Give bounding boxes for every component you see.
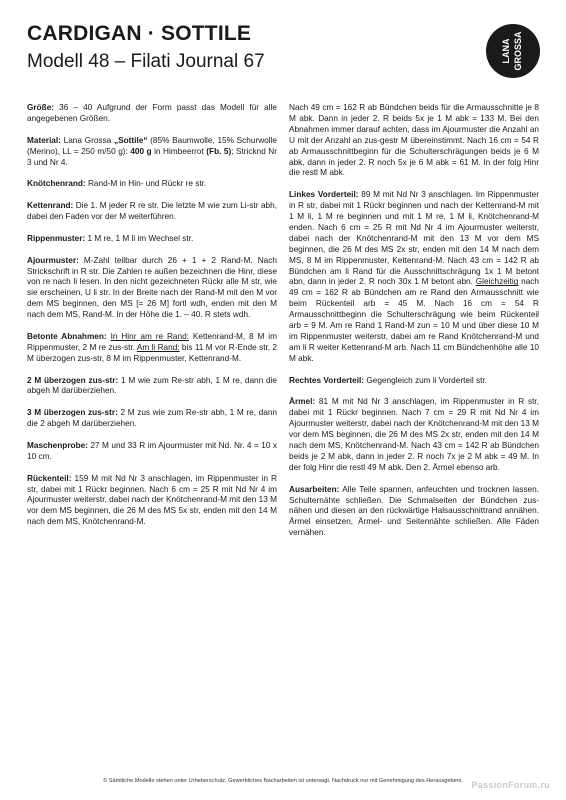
rechtes-vorderteil-paragraph: Rechtes Vorderteil: Gegengleich zum li Vorderteil str.	[289, 375, 487, 385]
betonte-abnahmen-paragraph: Betonte Abnahmen: In Hinr am re Rand: Kettenrand-M, 8 M im Rippenmuster, 2 M re zus-str. Am li Rand: bis 11 M vor R-Ende str, 2 M überzogen zus-str, 8 M im Rippenmuster, Kettenrand-M.	[27, 331, 277, 363]
material-label: Material:	[27, 135, 61, 145]
lana-grossa-logo	[484, 22, 542, 80]
copyright-footer: © Sämtliche Modelle stehen unter Urheberschutz. Gewerbliches Nacharbeiten ist untersagt. Nachdruck nur mit Genehmigung des Herausgebers.	[103, 778, 463, 784]
ausarbeiten-paragraph: Ausarbeiten: Alle Teile spannen, anfeuchten und trocknen lassen. Schulternähte schließen. Die Schmalseiten der Bündchen zus-nähen und diesen an den rückwärtige Halsausschnittrand annähen. Ärmel einsetzen, Ärmel- und Seitennähte schließen. Alle Fäden vernähen.	[289, 484, 539, 538]
material-paragraph: Material: Lana Grossa „Sottile“ (85% Baumwolle, 15% Schurwolle (Merino), LL = 250 m/50 g): 400 g in Himbeerrot (Fb. 5); Stricknd Nr 3 und Nr 4.	[27, 135, 278, 167]
logo-text-lana: LANA	[501, 38, 511, 64]
left-column	[27, 103, 277, 539]
rueckenteil-continued-paragraph: Nach 49 cm = 162 R ab Bündchen beids für die Armausschnitte je 8 M abk. Dann in jeder 2. R beids 5x je 1 M abk = 133 M. Bei den Abnahmen immer darauf achten, dass im Ajourmuster die Anzahl an U mit der Anzahl an zus-gestr M übereinstimmt. Nach 16 cm = 54 R ab Armausschnittbeginn für die Schulterschrägungen beids je 6 M abk, dann in jeder 2. R noch 5x je 6 M abk = 61 M. In der folg Hinr die restl M abk.	[289, 103, 539, 178]
knoetchenrand-paragraph: Knötchenrand: Rand-M in Hin- und Rückr re str.	[27, 179, 207, 189]
maschenprobe-paragraph: Maschenprobe: 27 M und 33 R im Ajourmuster mit Nd. Nr. 4 = 10 x 10 cm.	[27, 440, 277, 461]
aermel-paragraph: Ärmel: 81 M mit Nd Nr 3 anschlagen, im Rippenmuster in R str, dabei mit 1 Rückr beginnen. Nach 7 cm = 29 R mit Nd Nr 4 im Ajourmuster weiterstr, dabei nach der Knötchenrand-M mit den 13 M vor dem MS beginnen, die 26 M des MS 2x str, enden mit den 14 M nach dem MS, Knötchenrand-M. Nach 43 cm = 142 R ab Bündchen beids je 2 M abk, dann in jeder 2. R noch 7x je 2 M abk = 49 M. In der folg Hinr die restl 49 M abk. Den 2. Ärmel ebenso arb.	[289, 397, 539, 472]
site-watermark: PassionForum.ru	[471, 780, 550, 790]
groesse-label: Größe:	[27, 103, 55, 112]
zwei-m-paragraph: 2 M überzogen zus-str: 1 M wie zum Re-str abh, 1 M re, dann die abgeh M darüberziehen.	[27, 375, 277, 396]
rippenmuster-paragraph: Rippenmuster: 1 M re, 1 M li im Wechsel str.	[27, 233, 194, 243]
logo-text-grossa: GROSSA	[513, 31, 523, 71]
page-subtitle: Modell 48 – Filati Journal 67	[27, 51, 265, 72]
ajourmuster-paragraph: Ajourmuster: M-Zahl teilbar durch 26 + 1 + 2 Rand-M. Nach Strickschrift in R str. Die Zahlen re außen bezeichnen die Hinr, diese von re nach li lesen. In den nicht gezeichneten Rückr alle M str, wie sie erscheinen, U li str. In der Breite nach der Rand-M mit den M vor dem MS beginnen, den MS [= 26 M] fortl wdh, enden mit den M nach dem MS, Rand-M. In der Höhe die 1. – 40. R stets wdh.	[27, 255, 277, 320]
page-title: CARDIGAN · SOTTILE	[27, 22, 252, 45]
drei-m-paragraph: 3 M überzogen zus-str: 2 M zus wie zum Re-str abh, 1 M re, dann die 2 abgeh M darüberziehen.	[27, 408, 277, 429]
rueckenteil-paragraph: Rückenteil: 159 M mit Nd Nr 3 anschlagen, im Rippenmuster in R str, dabei mit 1 Rückr beginnen. Nach 6 cm = 25 R mit Nd Nr 4 im Ajourmuster weiterstr, dabei nach der Knötchenrand-M mit den 13 M vor dem MS beginnen, die 26 M des MS 5x str, enden mit den 14 M nach dem MS, Knötchenrand-M.	[27, 473, 277, 527]
linkes-vorderteil-paragraph: Linkes Vorderteil: 89 M mit Nd Nr 3 anschlagen. Im Rippenmuster in R str, dabei mit 1 Rückr beginnen und nach der Kettenrand-M mit 1 M li, 1 M re beginnen und mit 1 M re, 1 M li, Knötchenrand-M enden. Nach 6 cm = 25 R mit Nd Nr 4 im Ajourmuster weiterstr, dabei nach der Knötchenrand-M mit den 13 M vor dem MS beginnen, die 26 M des MS 2x str, enden mit den 14 M nach dem MS, 8 M im Rippenmuster, Kettenrand-M. Nach 43 cm = 142 R ab Bündchen am li Rand für die Ausschnittschrägung 1x 1 M betont abn, dann in jeder 2. R noch 30x 1 M betont abn. Gleichzeitig nach 49 cm = 162 R ab Bündchen am re Rand den Armausschnitt wie beim Rückenteil arb = 45 M. Nach 16 cm = 54 R Armausschnittbeginn die Schulterschrägung wie beim Rückenteil arb = 9 M. Am re Rand 1 Rand-M zun = 10 M und über diese 10 M im Rippenmuster weiterstr, dabei am re Rand Knötchenrand-M und am li R weiter Kettenrand-M arb. Nach 11 cm Bündchenhöhe alle 10 M abk.	[289, 190, 540, 363]
groesse-paragraph: Größe: 36 – 40 Aufgrund der Form passt das Modell für alle angegebenen Größen.	[27, 103, 277, 123]
right-column	[289, 103, 539, 550]
kettenrand-paragraph: Kettenrand: Die 1. M jeder R re str. Die letzte M wie zum Li-str abh, dabei den Faden vor der M weiterführen.	[27, 201, 277, 222]
